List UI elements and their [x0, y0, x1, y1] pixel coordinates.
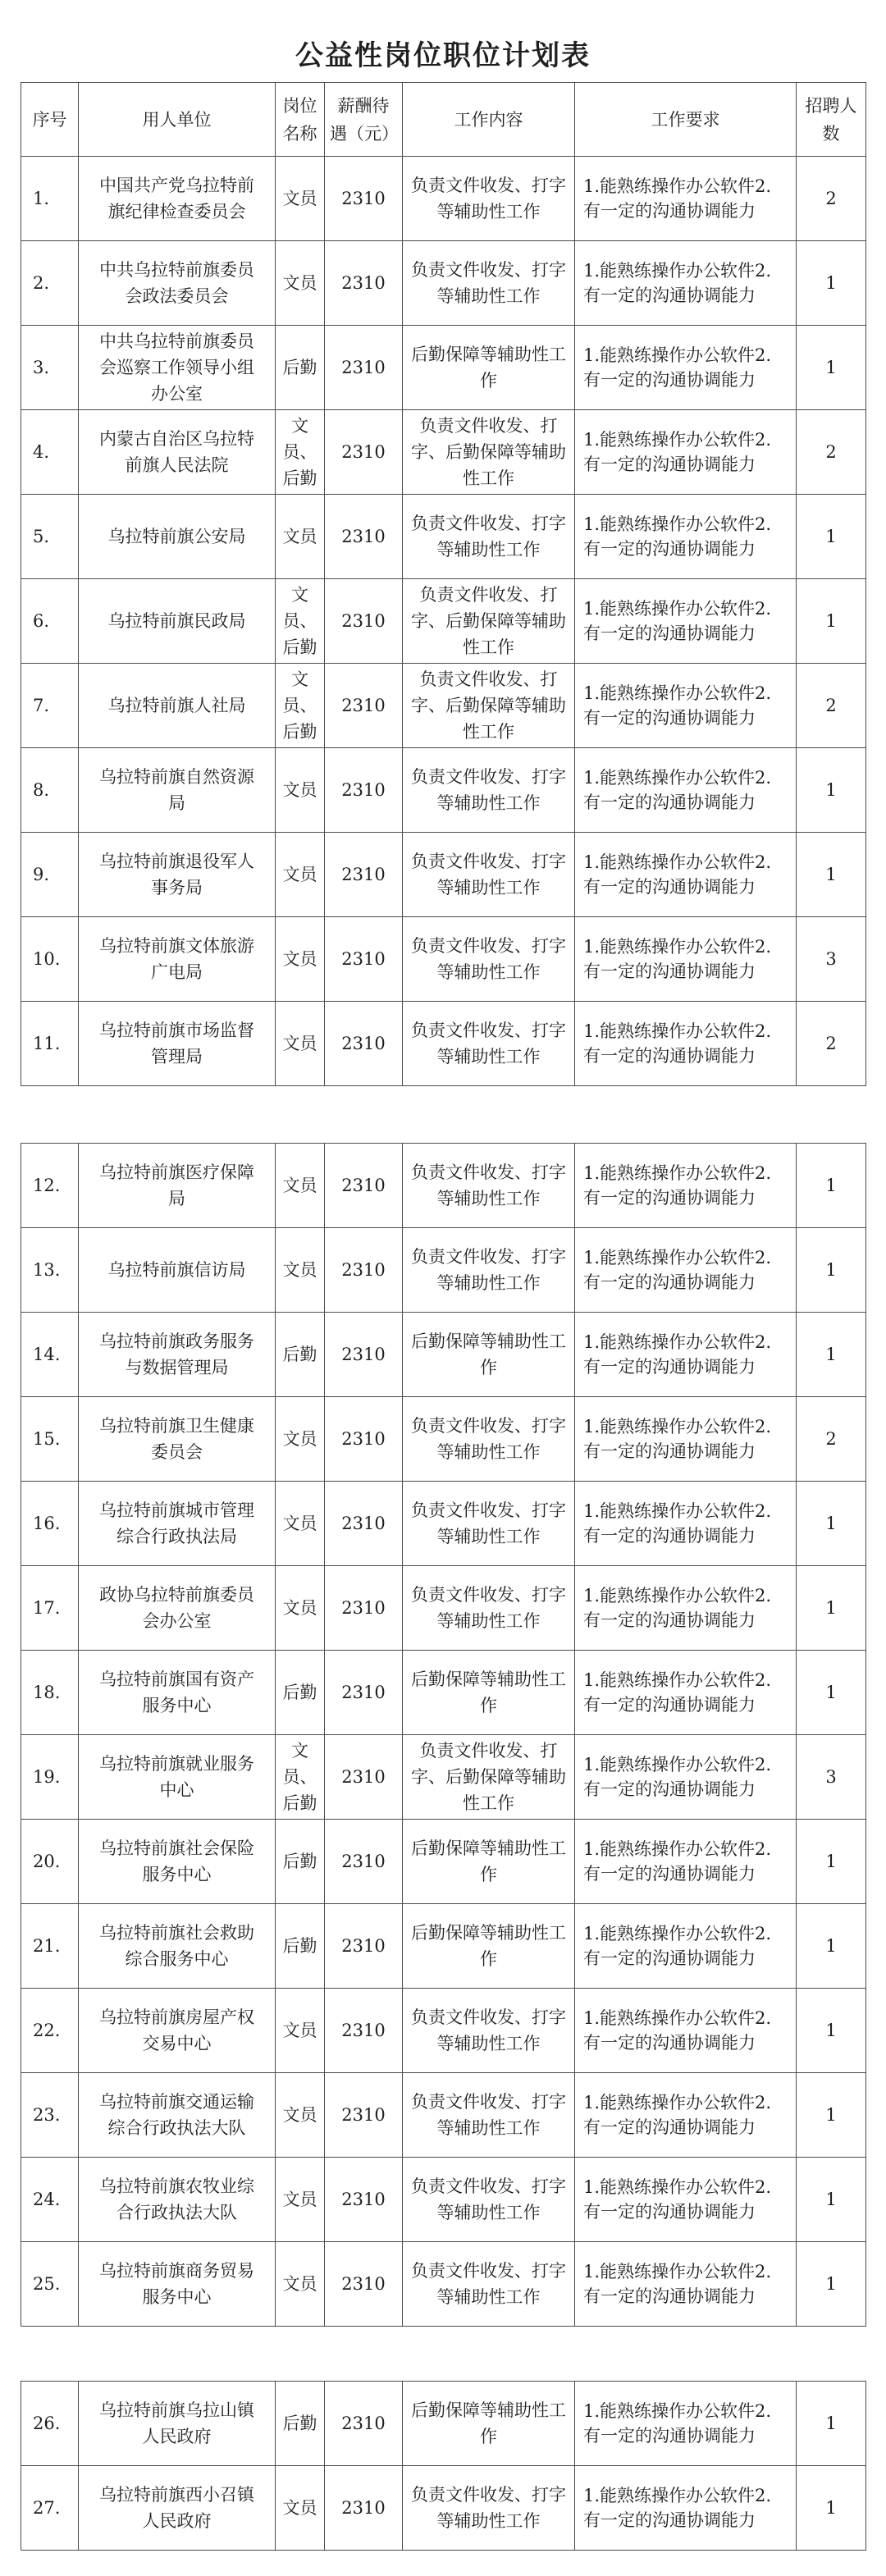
work-requirement: 1.能熟练操作办公软件2.有一定的沟通协调能力 — [575, 1651, 797, 1735]
post-name: 文员 — [276, 2158, 325, 2242]
employer-unit: 中国共产党乌拉特前旗纪律检查委员会 — [79, 157, 276, 241]
table-row — [21, 1904, 866, 1989]
post-name: 文员 — [276, 1482, 325, 1566]
post-name: 文员 — [276, 1989, 325, 2073]
salary: 2310 — [325, 2382, 403, 2466]
post-name: 文员 — [276, 2073, 325, 2158]
employer-unit: 乌拉特前旗交通运输综合行政执法大队 — [79, 2073, 276, 2158]
work-requirement: 1.能熟练操作办公软件2.有一定的沟通协调能力 — [575, 326, 797, 410]
work-content: 负责文件收发、打字等辅助性工作 — [403, 1144, 575, 1228]
table-row — [21, 2382, 866, 2466]
work-content: 负责文件收发、打字等辅助性工作 — [403, 2466, 575, 2551]
hire-count: 1 — [797, 1482, 866, 1566]
table-row — [21, 1989, 866, 2073]
header-content: 工作内容 — [403, 83, 575, 157]
table-row — [21, 917, 866, 1002]
salary: 2310 — [325, 748, 403, 833]
table-row — [21, 2242, 866, 2327]
salary: 2310 — [325, 1313, 403, 1397]
table-row — [21, 1002, 866, 1086]
table-row — [21, 1735, 866, 1820]
table-row — [21, 1651, 866, 1735]
hire-count: 1 — [797, 579, 866, 664]
row-index: 13. — [21, 1228, 79, 1313]
table-row — [21, 410, 866, 495]
table-row — [21, 748, 866, 833]
work-content: 后勤保障等辅助性工作 — [403, 326, 575, 410]
hire-count: 2 — [797, 157, 866, 241]
salary: 2310 — [325, 1651, 403, 1735]
table-row — [21, 579, 866, 664]
work-content: 后勤保障等辅助性工作 — [403, 1651, 575, 1735]
work-content: 负责文件收发、打字等辅助性工作 — [403, 495, 575, 579]
table-row — [21, 241, 866, 326]
post-name: 文员、后勤 — [276, 664, 325, 748]
table-row — [21, 664, 866, 748]
work-content: 负责文件收发、打字等辅助性工作 — [403, 1989, 575, 2073]
employer-unit: 乌拉特前旗乌拉山镇人民政府 — [79, 2382, 276, 2466]
salary: 2310 — [325, 2073, 403, 2158]
work-requirement: 1.能熟练操作办公软件2.有一定的沟通协调能力 — [575, 2242, 797, 2327]
header-index: 序号 — [21, 83, 79, 157]
work-content: 负责文件收发、打字等辅助性工作 — [403, 2073, 575, 2158]
work-requirement: 1.能熟练操作办公软件2.有一定的沟通协调能力 — [575, 2466, 797, 2551]
salary: 2310 — [325, 1904, 403, 1989]
hire-count: 1 — [797, 1989, 866, 2073]
hire-count: 1 — [797, 326, 866, 410]
hire-count: 3 — [797, 1735, 866, 1820]
row-index: 9. — [21, 833, 79, 917]
work-content: 负责文件收发、打字、后勤保障等辅助性工作 — [403, 664, 575, 748]
post-name: 文员、后勤 — [276, 579, 325, 664]
post-name: 后勤 — [276, 1651, 325, 1735]
hire-count: 1 — [797, 748, 866, 833]
salary: 2310 — [325, 833, 403, 917]
employer-unit: 乌拉特前旗国有资产服务中心 — [79, 1651, 276, 1735]
employer-unit: 乌拉特前旗自然资源局 — [79, 748, 276, 833]
table-row — [21, 495, 866, 579]
post-name: 后勤 — [276, 1313, 325, 1397]
work-requirement: 1.能熟练操作办公软件2.有一定的沟通协调能力 — [575, 1904, 797, 1989]
salary: 2310 — [325, 664, 403, 748]
work-requirement: 1.能熟练操作办公软件2.有一定的沟通协调能力 — [575, 664, 797, 748]
header-count: 招聘人数 — [797, 83, 866, 157]
work-requirement: 1.能熟练操作办公软件2.有一定的沟通协调能力 — [575, 579, 797, 664]
salary: 2310 — [325, 1482, 403, 1566]
employer-unit: 乌拉特前旗社会保险服务中心 — [79, 1820, 276, 1904]
hire-count: 1 — [797, 2073, 866, 2158]
row-index: 21. — [21, 1904, 79, 1989]
work-requirement: 1.能熟练操作办公软件2.有一定的沟通协调能力 — [575, 833, 797, 917]
row-index: 12. — [21, 1144, 79, 1228]
post-name: 文员 — [276, 917, 325, 1002]
work-requirement: 1.能熟练操作办公软件2.有一定的沟通协调能力 — [575, 1989, 797, 2073]
row-index: 4. — [21, 410, 79, 495]
row-index: 8. — [21, 748, 79, 833]
table-row — [21, 1482, 866, 1566]
table-row — [21, 833, 866, 917]
salary: 2310 — [325, 2158, 403, 2242]
work-content: 负责文件收发、打字等辅助性工作 — [403, 1002, 575, 1086]
table-row — [21, 1566, 866, 1651]
hire-count: 1 — [797, 2242, 866, 2327]
post-name: 文员 — [276, 2466, 325, 2551]
employer-unit: 政协乌拉特前旗委员会办公室 — [79, 1566, 276, 1651]
employer-unit: 乌拉特前旗退役军人事务局 — [79, 833, 276, 917]
work-content: 负责文件收发、打字等辅助性工作 — [403, 2242, 575, 2327]
salary: 2310 — [325, 241, 403, 326]
employer-unit: 乌拉特前旗公安局 — [79, 495, 276, 579]
salary: 2310 — [325, 1566, 403, 1651]
salary: 2310 — [325, 1989, 403, 2073]
employer-unit: 乌拉特前旗卫生健康委员会 — [79, 1397, 276, 1482]
hire-count: 1 — [797, 1144, 866, 1228]
salary: 2310 — [325, 917, 403, 1002]
hire-count: 2 — [797, 664, 866, 748]
salary: 2310 — [325, 157, 403, 241]
employer-unit: 乌拉特前旗政务服务与数据管理局 — [79, 1313, 276, 1397]
row-index: 5. — [21, 495, 79, 579]
work-content: 负责文件收发、打字等辅助性工作 — [403, 1566, 575, 1651]
post-name: 文员、后勤 — [276, 1735, 325, 1820]
hire-count: 1 — [797, 833, 866, 917]
work-content: 负责文件收发、打字等辅助性工作 — [403, 833, 575, 917]
table-row — [21, 1228, 866, 1313]
work-requirement: 1.能熟练操作办公软件2.有一定的沟通协调能力 — [575, 1397, 797, 1482]
header-post: 岗位名称 — [276, 83, 325, 157]
work-content: 后勤保障等辅助性工作 — [403, 1313, 575, 1397]
employer-unit: 中共乌拉特前旗委员会政法委员会 — [79, 241, 276, 326]
post-name: 文员 — [276, 157, 325, 241]
employer-unit: 乌拉特前旗房屋产权交易中心 — [79, 1989, 276, 2073]
work-content: 负责文件收发、打字等辅助性工作 — [403, 1482, 575, 1566]
employer-unit: 乌拉特前旗社会救助综合服务中心 — [79, 1904, 276, 1989]
work-content: 负责文件收发、打字等辅助性工作 — [403, 748, 575, 833]
table-row — [21, 326, 866, 410]
row-index: 23. — [21, 2073, 79, 2158]
work-content: 负责文件收发、打字等辅助性工作 — [403, 1397, 575, 1482]
salary: 2310 — [325, 410, 403, 495]
work-requirement: 1.能熟练操作办公软件2.有一定的沟通协调能力 — [575, 1144, 797, 1228]
post-name: 文员 — [276, 241, 325, 326]
row-index: 11. — [21, 1002, 79, 1086]
table-row — [21, 1397, 866, 1482]
row-index: 22. — [21, 1989, 79, 2073]
post-name: 后勤 — [276, 1904, 325, 1989]
work-content: 负责文件收发、打字、后勤保障等辅助性工作 — [403, 1735, 575, 1820]
salary: 2310 — [325, 1144, 403, 1228]
hire-count: 1 — [797, 1566, 866, 1651]
employer-unit: 乌拉特前旗民政局 — [79, 579, 276, 664]
row-index: 27. — [21, 2466, 79, 2551]
hire-count: 1 — [797, 2382, 866, 2466]
work-requirement: 1.能熟练操作办公软件2.有一定的沟通协调能力 — [575, 410, 797, 495]
table-row — [21, 2158, 866, 2242]
row-index: 15. — [21, 1397, 79, 1482]
employer-unit: 乌拉特前旗农牧业综合行政执法大队 — [79, 2158, 276, 2242]
salary: 2310 — [325, 1002, 403, 1086]
hire-count: 2 — [797, 1397, 866, 1482]
table-row — [21, 1313, 866, 1397]
table-row — [21, 157, 866, 241]
salary: 2310 — [325, 2242, 403, 2327]
post-name: 后勤 — [276, 2382, 325, 2466]
post-name: 文员 — [276, 2242, 325, 2327]
page-title: 公益性岗位职位计划表 — [295, 39, 591, 72]
post-name: 文员 — [276, 1397, 325, 1482]
work-requirement: 1.能熟练操作办公软件2.有一定的沟通协调能力 — [575, 1002, 797, 1086]
employer-unit: 乌拉特前旗城市管理综合行政执法局 — [79, 1482, 276, 1566]
post-name: 文员、后勤 — [276, 410, 325, 495]
salary: 2310 — [325, 2466, 403, 2551]
header-unit: 用人单位 — [79, 83, 276, 157]
job-plan-table-continued-2 — [21, 2381, 866, 2551]
salary: 2310 — [325, 1735, 403, 1820]
employer-unit: 乌拉特前旗市场监督管理局 — [79, 1002, 276, 1086]
hire-count: 2 — [797, 410, 866, 495]
row-index: 2. — [21, 241, 79, 326]
work-content: 负责文件收发、打字、后勤保障等辅助性工作 — [403, 410, 575, 495]
work-requirement: 1.能熟练操作办公软件2.有一定的沟通协调能力 — [575, 495, 797, 579]
work-requirement: 1.能熟练操作办公软件2.有一定的沟通协调能力 — [575, 1820, 797, 1904]
salary: 2310 — [325, 1820, 403, 1904]
table-header-row — [21, 83, 866, 157]
work-content: 后勤保障等辅助性工作 — [403, 1820, 575, 1904]
hire-count: 1 — [797, 495, 866, 579]
row-index: 10. — [21, 917, 79, 1002]
hire-count: 1 — [797, 1313, 866, 1397]
work-content: 负责文件收发、打字等辅助性工作 — [403, 917, 575, 1002]
row-index: 18. — [21, 1651, 79, 1735]
hire-count: 3 — [797, 917, 866, 1002]
hire-count: 1 — [797, 1904, 866, 1989]
table-row — [21, 1820, 866, 1904]
row-index: 14. — [21, 1313, 79, 1397]
hire-count: 1 — [797, 2466, 866, 2551]
table-row — [21, 2466, 866, 2551]
work-requirement: 1.能熟练操作办公软件2.有一定的沟通协调能力 — [575, 2073, 797, 2158]
employer-unit: 乌拉特前旗文体旅游广电局 — [79, 917, 276, 1002]
salary: 2310 — [325, 326, 403, 410]
work-requirement: 1.能熟练操作办公软件2.有一定的沟通协调能力 — [575, 1735, 797, 1820]
post-name: 后勤 — [276, 1820, 325, 1904]
post-name: 文员 — [276, 495, 325, 579]
row-index: 20. — [21, 1820, 79, 1904]
hire-count: 1 — [797, 1820, 866, 1904]
post-name: 文员 — [276, 1566, 325, 1651]
row-index: 26. — [21, 2382, 79, 2466]
work-requirement: 1.能熟练操作办公软件2.有一定的沟通协调能力 — [575, 241, 797, 326]
employer-unit: 内蒙古自治区乌拉特前旗人民法院 — [79, 410, 276, 495]
work-requirement: 1.能熟练操作办公软件2.有一定的沟通协调能力 — [575, 1566, 797, 1651]
row-index: 25. — [21, 2242, 79, 2327]
post-name: 文员 — [276, 833, 325, 917]
employer-unit: 乌拉特前旗信访局 — [79, 1228, 276, 1313]
hire-count: 2 — [797, 1002, 866, 1086]
work-requirement: 1.能熟练操作办公软件2.有一定的沟通协调能力 — [575, 1313, 797, 1397]
salary: 2310 — [325, 1397, 403, 1482]
work-requirement: 1.能熟练操作办公软件2.有一定的沟通协调能力 — [575, 1482, 797, 1566]
row-index: 1. — [21, 157, 79, 241]
employer-unit: 乌拉特前旗医疗保障局 — [79, 1144, 276, 1228]
table-row — [21, 2073, 866, 2158]
table-row — [21, 1144, 866, 1228]
job-plan-table-continued — [21, 1143, 866, 2327]
work-requirement: 1.能熟练操作办公软件2.有一定的沟通协调能力 — [575, 748, 797, 833]
post-name: 文员 — [276, 1002, 325, 1086]
hire-count: 1 — [797, 1228, 866, 1313]
post-name: 后勤 — [276, 326, 325, 410]
work-content: 后勤保障等辅助性工作 — [403, 2382, 575, 2466]
row-index: 19. — [21, 1735, 79, 1820]
post-name: 文员 — [276, 1144, 325, 1228]
employer-unit: 乌拉特前旗人社局 — [79, 664, 276, 748]
salary: 2310 — [325, 579, 403, 664]
row-index: 17. — [21, 1566, 79, 1651]
employer-unit: 中共乌拉特前旗委员会巡察工作领导小组办公室 — [79, 326, 276, 410]
post-name: 文员 — [276, 748, 325, 833]
work-requirement: 1.能熟练操作办公软件2.有一定的沟通协调能力 — [575, 917, 797, 1002]
employer-unit: 乌拉特前旗就业服务中心 — [79, 1735, 276, 1820]
employer-unit: 乌拉特前旗商务贸易服务中心 — [79, 2242, 276, 2327]
row-index: 3. — [21, 326, 79, 410]
job-plan-table — [21, 82, 866, 1086]
row-index: 24. — [21, 2158, 79, 2242]
salary: 2310 — [325, 495, 403, 579]
salary: 2310 — [325, 1228, 403, 1313]
row-index: 7. — [21, 664, 79, 748]
hire-count: 1 — [797, 2158, 866, 2242]
work-requirement: 1.能熟练操作办公软件2.有一定的沟通协调能力 — [575, 2158, 797, 2242]
work-requirement: 1.能熟练操作办公软件2.有一定的沟通协调能力 — [575, 2382, 797, 2466]
work-content: 负责文件收发、打字等辅助性工作 — [403, 2158, 575, 2242]
work-content: 后勤保障等辅助性工作 — [403, 1904, 575, 1989]
work-requirement: 1.能熟练操作办公软件2.有一定的沟通协调能力 — [575, 157, 797, 241]
work-content: 负责文件收发、打字等辅助性工作 — [403, 1228, 575, 1313]
work-content: 负责文件收发、打字等辅助性工作 — [403, 157, 575, 241]
row-index: 6. — [21, 579, 79, 664]
work-content: 负责文件收发、打字等辅助性工作 — [403, 241, 575, 326]
post-name: 文员 — [276, 1228, 325, 1313]
hire-count: 1 — [797, 241, 866, 326]
employer-unit: 乌拉特前旗西小召镇人民政府 — [79, 2466, 276, 2551]
header-salary: 薪酬待遇（元） — [325, 83, 403, 157]
header-requirement: 工作要求 — [575, 83, 797, 157]
work-content: 负责文件收发、打字、后勤保障等辅助性工作 — [403, 579, 575, 664]
work-requirement: 1.能熟练操作办公软件2.有一定的沟通协调能力 — [575, 1228, 797, 1313]
hire-count: 1 — [797, 1651, 866, 1735]
row-index: 16. — [21, 1482, 79, 1566]
